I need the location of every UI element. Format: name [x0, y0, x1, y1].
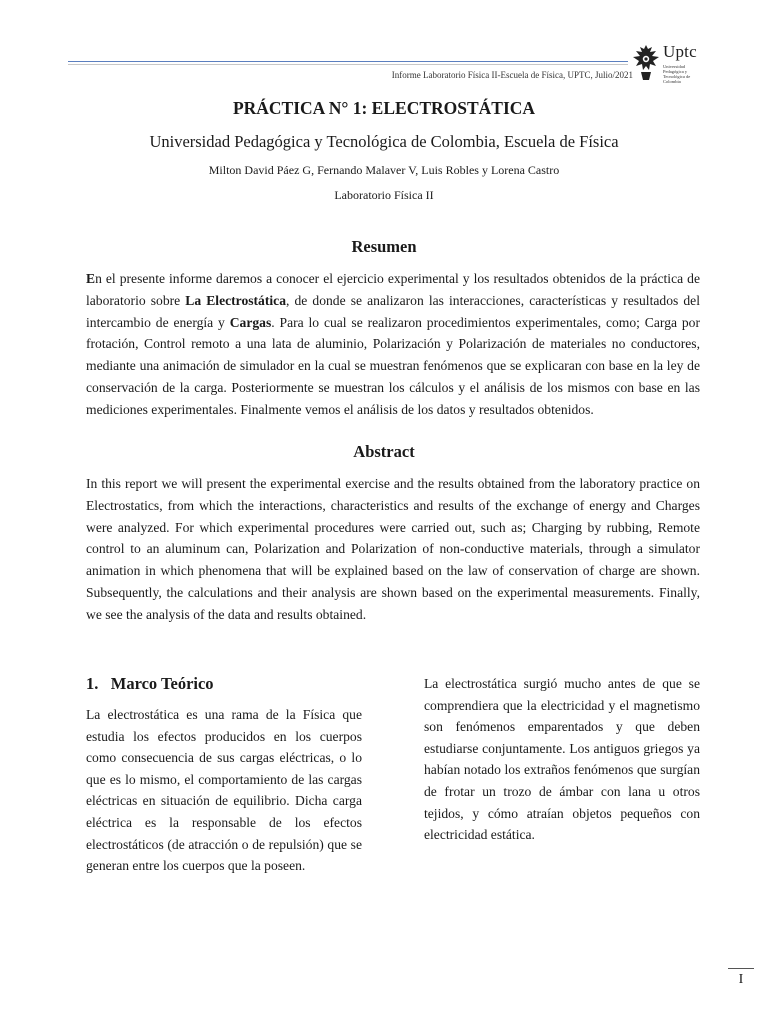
- page-number-rule: [728, 968, 754, 969]
- resumen-bold-topic: La Electrostática: [185, 292, 286, 308]
- section-heading: 1. Marco Teórico: [86, 674, 214, 693]
- resumen-bold-cargas: Cargas: [229, 314, 272, 330]
- resumen-dropcap: E: [86, 271, 96, 286]
- left-column: [86, 674, 362, 877]
- course-name: Laboratorio Física II: [334, 188, 434, 202]
- right-column-text: La electrostática surgió mucho antes de que se comprendiera que la electricidad y el magnetismo son fenómenos emparentados y que deben estudiarse conjuntamente. Los antiguos griegos ya habían notado los extraños fenómenos que surgían de frotar un trozo de ámbar con lana u otros tejidos, y cómo atraían objetos pequeños con electricidad estática.: [424, 676, 700, 843]
- abstract-heading: Abstract: [353, 442, 415, 461]
- resumen-text-3: . Para lo cual se realizaron procedimientos experimentales, como; Carga por frotación, Control remoto a una lata de aluminio, Polarización y Polarización de materiales no conductores, mediante una animación de simulador en la cual se muestran fenómenos que se explicaran con base en la ley de conservación de la carga. Posteriormente se muestran los cálculos y el análisis de los mismos con base en las mediciones experimentales. Finalmente vemos el análisis de los datos y resultados obtenidos.: [86, 314, 700, 417]
- header-rule-blue: [68, 61, 628, 62]
- eagle-emblem-icon: [632, 42, 660, 82]
- uptc-logo: [632, 42, 704, 86]
- right-column: [424, 673, 700, 846]
- institution: Universidad Pedagógica y Tecnológica de Colombia, Escuela de Física: [149, 132, 619, 151]
- header-rule-gray: [68, 64, 628, 65]
- resumen-text-1: n el presente informe daremos a conocer el ejercicio experimental y los resultados obtenidos de la práctica de laboratorio sobre: [86, 271, 700, 308]
- page-number: I: [738, 972, 744, 987]
- abstract-paragraph: In this report we will present the experimental exercise and the results obtained from the laboratory practice on Electrostatics, from which the interactions, characteristics and results of the exchange of energy and Charges were analyzed. For which experimental procedures were carried out, such as; Charging by rubbing, Remote control to an aluminum can, Polarization and Polarization of non-conductive materials, through a simulator animation in which phenomena that will be explained based on the law of conservation of charge are shown. Subsequently, the calculations and their analysis are shown based on the experimental measurements. Finally, we see the analysis of the data and results obtained.: [86, 476, 700, 622]
- resumen-text-2: , de donde se analizaron las interacciones, características y resultados del intercambio de energía y: [86, 292, 700, 330]
- document-title: PRÁCTICA N° 1: ELECTROSTÁTICA: [232, 98, 536, 118]
- left-column-text: La electrostática es una rama de la Física que estudia los efectos producidos en los cuerpos como consecuencia de sus cargas eléctricas, o lo que es lo mismo, el comportamiento de las cargas eléctricas en situación de equilibrio. Dicha carga eléctrica es la responsable de los efectos electrostáticos (de atracción o de repulsión) que se generan entre los cuerpos que la poseen.: [86, 707, 362, 874]
- resumen-paragraph: [86, 268, 700, 421]
- running-head: Informe Laboratorio Física II-Escuela de Física, UPTC, Julio/2021: [391, 70, 633, 80]
- authors: Milton David Páez G, Fernando Malaver V, Luis Robles y Lorena Castro: [208, 163, 560, 177]
- logo-subtitle: Universidad Pedagógica y Tecnológica de Colombia: [663, 64, 691, 84]
- resumen-heading: Resumen: [351, 237, 417, 256]
- logo-name: Uptc: [663, 42, 697, 61]
